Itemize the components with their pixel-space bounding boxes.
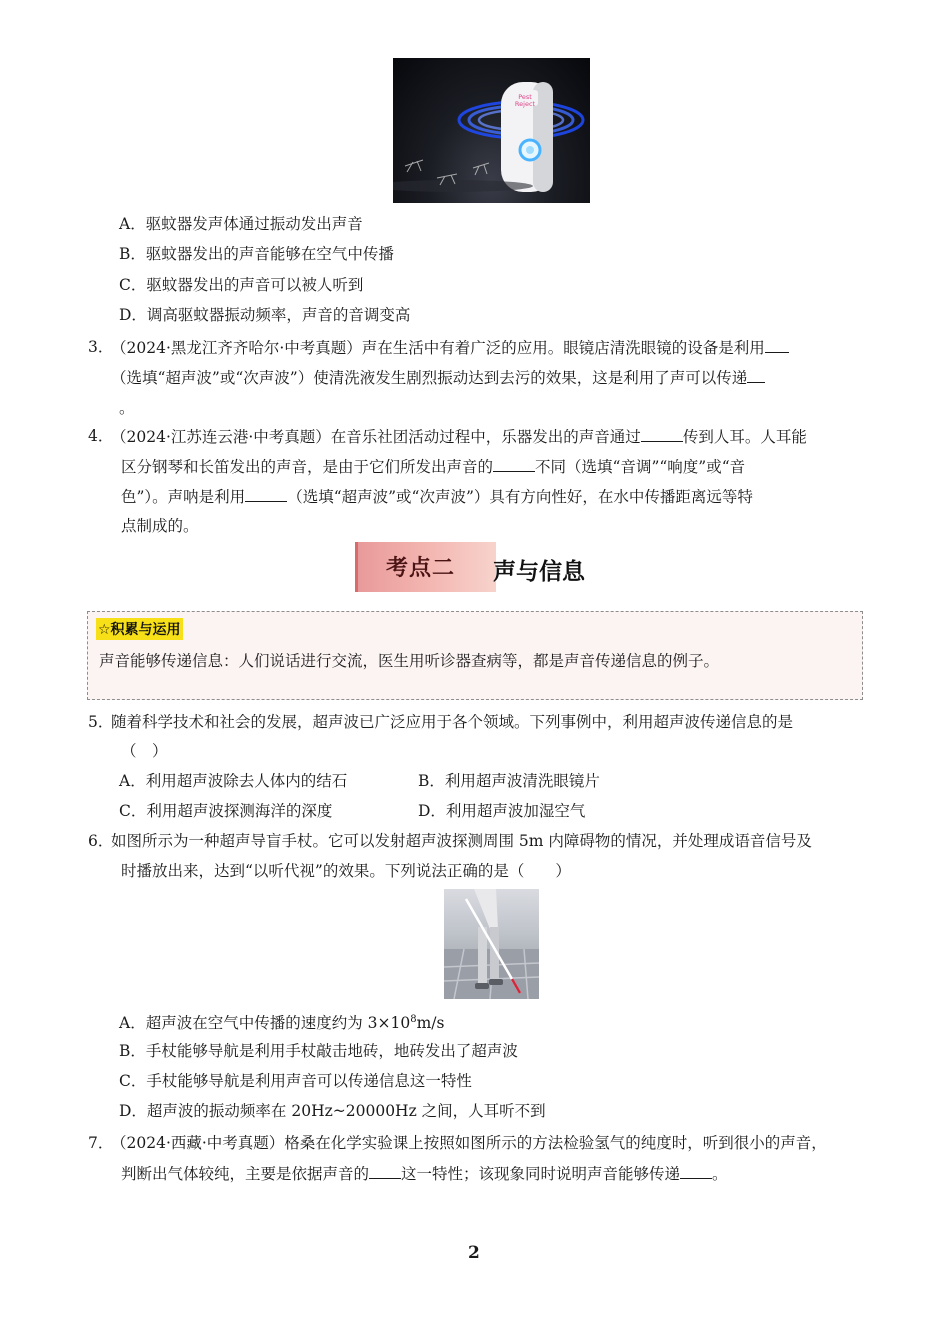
q5-option-d: D．利用超声波加湿空气 xyxy=(418,802,586,820)
q7-blank-1[interactable] xyxy=(369,1162,401,1179)
q6-option-a-text: A．超声波在空气中传播的速度约为 3×10 xyxy=(119,1014,411,1033)
q5-number: 5． xyxy=(88,713,114,731)
q4-blank-1[interactable] xyxy=(641,425,683,442)
q3-blank-1[interactable] xyxy=(765,336,789,353)
q4-line-2 xyxy=(121,455,745,478)
q4-line-3 xyxy=(121,485,753,508)
q5-line-2: （ ） xyxy=(121,742,168,760)
q6-option-b: B．手杖能够导航是利用手杖敲击地砖，地砖发出了超声波 xyxy=(119,1042,518,1060)
q3-line-3: 。 xyxy=(119,399,135,417)
q2-option-d: D．调高驱蚊器振动频率，声音的音调变高 xyxy=(119,306,411,324)
q7-blank-2[interactable] xyxy=(680,1162,712,1179)
q6-option-c: C．手杖能够导航是利用声音可以传递信息这一特性 xyxy=(119,1072,472,1090)
q3-number: 3． xyxy=(88,338,114,356)
q5-line-1: 随着科学技术和社会的发展，超声波已广泛应用于各个领域。下列事例中，利用超声波传递信息的是 xyxy=(111,713,794,731)
q6-option-a-exponent: 8 xyxy=(410,1014,417,1025)
q4-blank-3[interactable] xyxy=(245,485,287,502)
mosquito-repeller-photo xyxy=(393,58,590,203)
device-label: Pest Reject xyxy=(514,93,536,108)
q6-number: 6． xyxy=(88,832,114,850)
q3-line-2 xyxy=(111,366,765,389)
q5-option-b: B．利用超声波清洗眼镜片 xyxy=(418,772,600,790)
q7-text-2b: 这一特性；该现象同时说明声音能够传递 xyxy=(401,1165,681,1183)
guide-cane-photo xyxy=(444,889,539,999)
q3-line-1 xyxy=(111,336,789,359)
q6-option-a xyxy=(119,1009,444,1034)
q6-option-a-unit: m/s xyxy=(416,1014,445,1033)
q4-text-2a: 区分钢琴和长笛发出的声音，是由于它们所发出声音的 xyxy=(121,458,494,476)
q4-blank-2[interactable] xyxy=(493,455,535,472)
q5-option-a: A．利用超声波除去人体内的结石 xyxy=(119,772,348,790)
q4-text-1a: （2024·江苏连云港·中考真题）在音乐社团活动过程中，乐器发出的声音通过 xyxy=(111,428,641,446)
section-title: 声与信息 xyxy=(493,559,585,585)
q3-text-1: （2024·黑龙江齐齐哈尔·中考真题）声在生活中有着广泛的应用。眼镜店清洗眼镜的设备是利用 xyxy=(111,339,765,357)
q4-line-4: 点制成的。 xyxy=(121,517,199,535)
tip-box-tag: ☆积累与运用 xyxy=(96,618,183,640)
q6-line-1: 如图所示为一种超声导盲手杖。它可以发射超声波探测周围 5m 内障碍物的情况，并处理成语音信号及 xyxy=(111,832,812,850)
q3-text-2: （选填“超声波”或“次声波”）使清洗液发生剧烈振动达到去污的效果，这是利用了声可以传递 xyxy=(111,369,748,387)
q7-line-1: （2024·西藏·中考真题）格桑在化学实验课上按照如图所示的方法检验氢气的纯度时，听到很小的声音， xyxy=(111,1134,827,1152)
q6-line-2: 时播放出来，达到“以听代视”的效果。下列说法正确的是（ ） xyxy=(121,862,571,880)
q4-text-3b: （选填“超声波”或“次声波”）具有方向性好，在水中传播距离远等特 xyxy=(287,488,753,506)
q2-option-b: B．驱蚊器发出的声音能够在空气中传播 xyxy=(119,245,394,263)
mosquito-repeller-illustration xyxy=(393,58,590,203)
guide-cane-illustration xyxy=(444,889,539,999)
q7-line-2 xyxy=(121,1162,728,1185)
q4-number: 4． xyxy=(88,427,114,445)
q5-option-c: C．利用超声波探测海洋的深度 xyxy=(119,802,333,820)
q4-text-2b: 不同（选填“音调”“响度”或“音 xyxy=(535,458,746,476)
q3-blank-2[interactable] xyxy=(747,366,765,383)
q4-text-1b: 传到人耳。人耳能 xyxy=(682,428,807,446)
page-number: 2 xyxy=(468,1243,480,1263)
q7-number: 7． xyxy=(88,1134,114,1152)
section-badge: 考点二 xyxy=(386,556,456,581)
q2-option-c: C．驱蚊器发出的声音可以被人听到 xyxy=(119,276,364,294)
tip-box-text: 声音能够传递信息：人们说话进行交流，医生用听诊器查病等，都是声音传递信息的例子。 xyxy=(99,652,720,670)
q4-line-1 xyxy=(111,425,807,448)
q6-option-d: D．超声波的振动频率在 20Hz~20000Hz 之间，人耳听不到 xyxy=(119,1102,546,1120)
q7-text-2c: 。 xyxy=(712,1165,728,1183)
q7-text-2a: 判断出气体较纯，主要是依据声音的 xyxy=(121,1165,370,1183)
q2-option-a: A．驱蚊器发声体通过振动发出声音 xyxy=(119,215,363,233)
q4-text-3a: 色”）。声呐是利用 xyxy=(121,488,246,506)
